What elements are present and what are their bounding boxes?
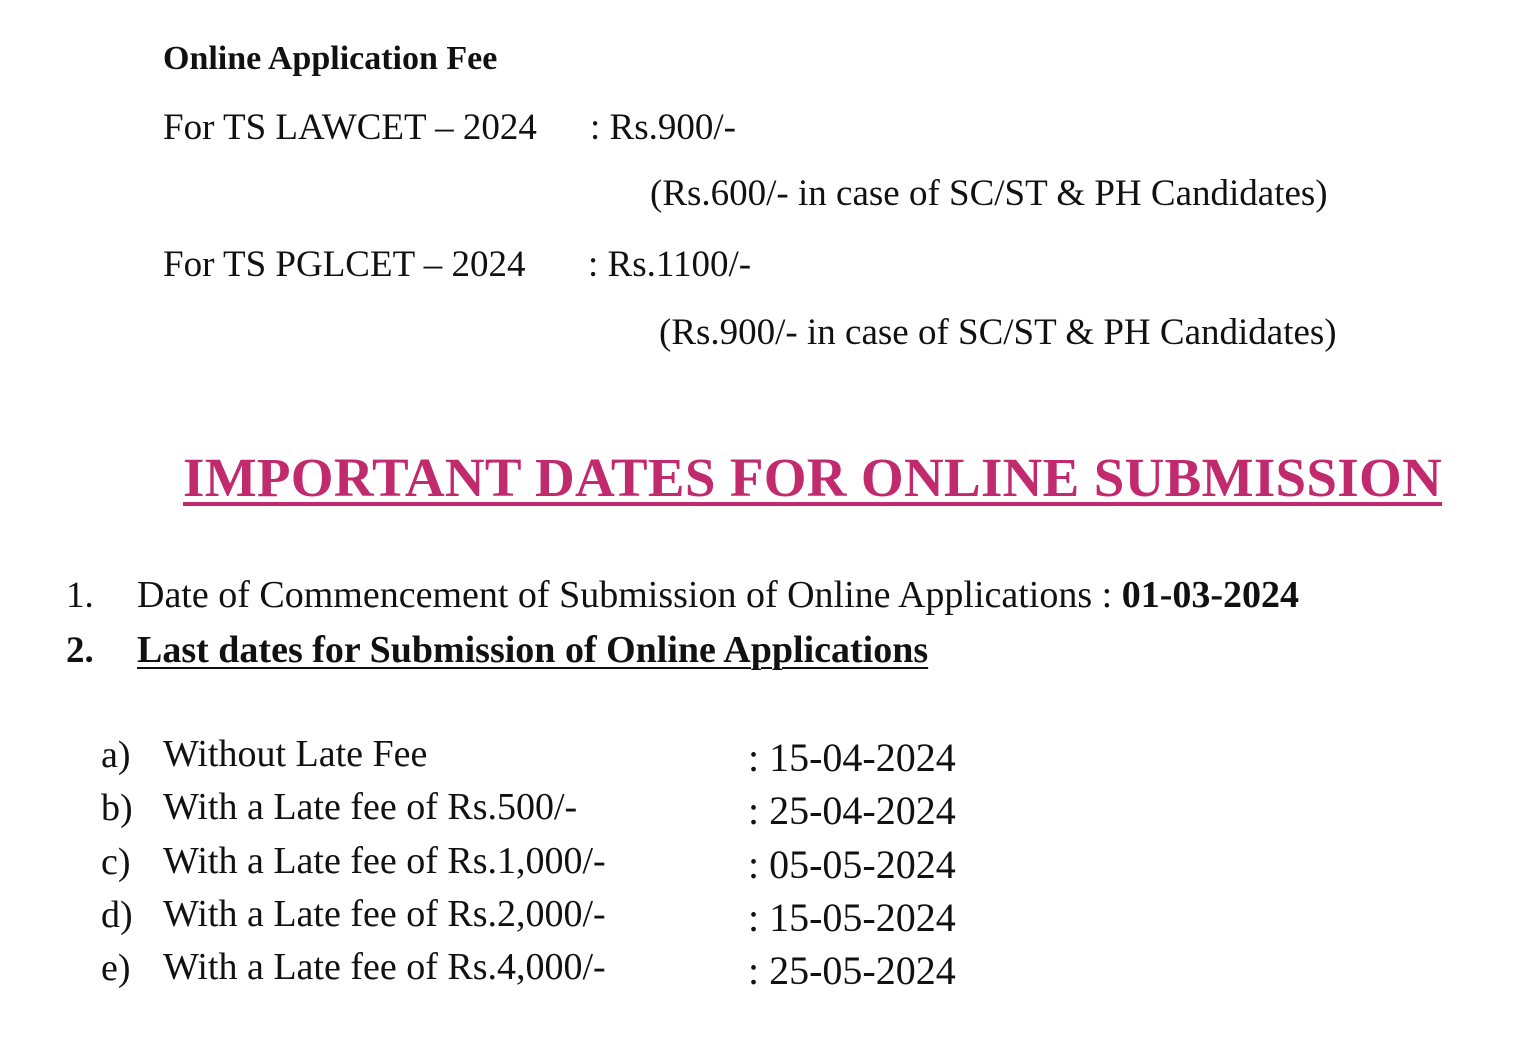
schedule-label-d: With a Late fee of Rs.2,000/- [163, 893, 606, 935]
schedule-date-d: : 15-05-2024 [748, 895, 956, 940]
commencement-date: 01-03-2024 [1121, 574, 1300, 616]
fee-value-pglcet: : Rs.1100/- [588, 244, 752, 285]
item-number-1: 1. [66, 575, 94, 616]
commencement-line [137, 573, 1299, 617]
fee-label-lawcet: For TS LAWCET – 2024 [163, 107, 537, 148]
fee-note-pglcet: (Rs.900/- in case of SC/ST & PH Candidates) [659, 312, 1337, 353]
schedule-label-b: With a Late fee of Rs.500/- [163, 786, 578, 828]
schedule-label-e: With a Late fee of Rs.4,000/- [163, 946, 606, 988]
schedule-date-a: : 15-04-2024 [748, 735, 956, 780]
commencement-text: Date of Commencement of Submission of Online Applications : [137, 574, 1122, 616]
fee-value-lawcet: : Rs.900/- [590, 107, 736, 148]
schedule-date-b: : 25-04-2024 [748, 788, 956, 833]
last-dates-subheading: Last dates for Submission of Online Applications [137, 629, 929, 671]
important-dates-heading: IMPORTANT DATES FOR ONLINE SUBMISSION [183, 447, 1443, 508]
schedule-date-e: : 25-05-2024 [748, 948, 956, 993]
fee-note-lawcet: (Rs.600/- in case of SC/ST & PH Candidates) [650, 173, 1328, 214]
schedule-label-a: Without Late Fee [163, 733, 428, 775]
fee-heading: Online Application Fee [163, 40, 498, 77]
schedule-label-c: With a Late fee of Rs.1,000/- [163, 840, 606, 882]
schedule-letter-d: d) [101, 894, 133, 936]
schedule-letter-c: c) [101, 841, 131, 883]
fee-label-pglcet: For TS PGLCET – 2024 [163, 244, 526, 285]
schedule-letter-a: a) [101, 734, 131, 776]
schedule-date-c: : 05-05-2024 [748, 842, 956, 887]
schedule-letter-b: b) [101, 787, 133, 829]
schedule-letter-e: e) [101, 947, 131, 989]
item-number-2: 2. [66, 630, 94, 671]
